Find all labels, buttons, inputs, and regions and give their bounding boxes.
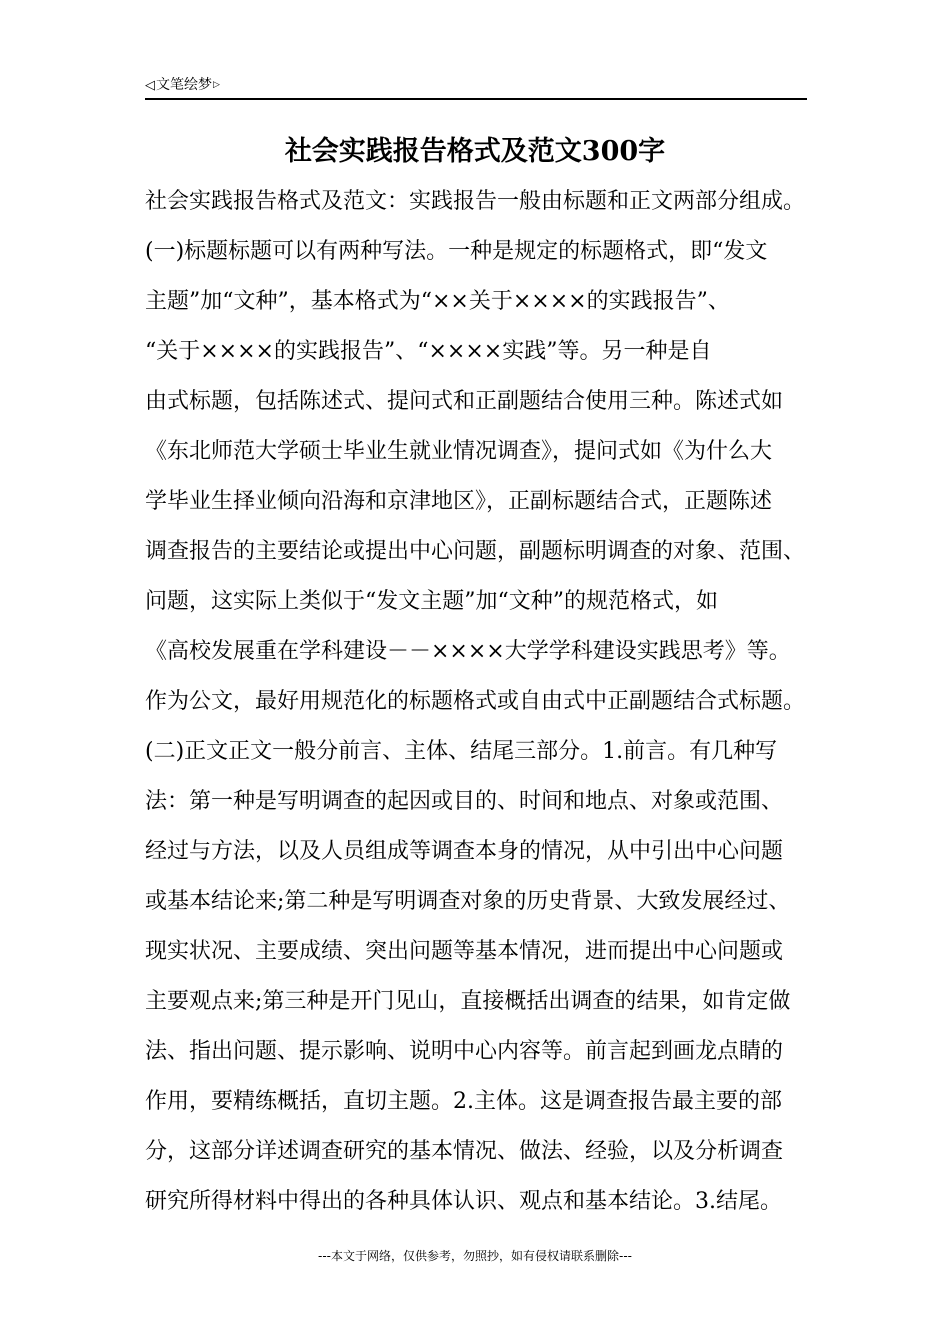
text-line: 《东北师范大学硕士毕业生就业情况调查》，提问式如《为什么大 xyxy=(145,439,773,464)
text-line: 研究所得材料中得出的各种具体认识、观点和基本结论。3.结尾。 xyxy=(145,1189,782,1214)
page-footer: ---本文于网络，仅供参考，勿照抄，如有侵权请联系删除--- xyxy=(318,1249,632,1263)
text-line: 现实状况、主要成绩、突出问题等基本情况，进而提出中心问题或 xyxy=(145,939,784,964)
text-line: 主要观点来;第三种是开门见山，直接概括出调查的结果，如肯定做 xyxy=(145,989,791,1014)
brand-logo xyxy=(145,76,220,95)
triangle-left-icon: ◁ xyxy=(145,78,155,93)
text-line: 作用，要精练概括，直切主题。2.主体。这是调查报告最主要的部 xyxy=(145,1089,782,1114)
text-line: 或基本结论来;第二种是写明调查对象的历史背景、大致发展经过、 xyxy=(145,889,791,914)
page-header xyxy=(145,74,807,100)
text-line: 作为公文，最好用规范化的标题格式或自由式中正副题结合式标题。 xyxy=(145,689,806,714)
document-title: 社会实践报告格式及范文300字 xyxy=(284,136,666,167)
text-line: 法、指出问题、提示影响、说明中心内容等。前言起到画龙点睛的 xyxy=(145,1039,784,1064)
document-body xyxy=(145,182,825,1232)
text-line: 经过与方法，以及人员组成等调查本身的情况，从中引出中心问题 xyxy=(145,839,784,864)
text-line: “关于××××的实践报告”、“××××实践”等。另一种是自 xyxy=(145,339,712,364)
text-line: 学毕业生择业倾向沿海和京津地区》，正副标题结合式，正题陈述 xyxy=(145,489,773,514)
text-line: 社会实践报告格式及范文：实践报告一般由标题和正文两部分组成。 xyxy=(145,189,806,214)
text-line: 调查报告的主要结论或提出中心问题，副题标明调查的对象、范围、 xyxy=(145,539,806,564)
text-line: 《高校发展重在学科建设－－××××大学学科建设实践思考》等。 xyxy=(145,639,791,664)
text-line: 由式标题，包括陈述式、提问式和正副题结合使用三种。陈述式如 xyxy=(145,389,784,414)
text-line: 法：第一种是写明调查的起因或目的、时间和地点、对象或范围、 xyxy=(145,789,784,814)
triangle-right-icon: ▷ xyxy=(213,80,220,90)
text-line: 分，这部分详述调查研究的基本情况、做法、经验，以及分析调查 xyxy=(145,1139,784,1164)
brand-name: 文笔绘梦 xyxy=(156,77,212,93)
text-line: 问题，这实际上类似于“发文主题”加“文种”的规范格式，如 xyxy=(145,589,718,614)
text-line: (一)标题标题可以有两种写法。一种是规定的标题格式，即“发文 xyxy=(145,239,768,264)
text-line: (二)正文正文一般分前言、主体、结尾三部分。1.前言。有几种写 xyxy=(145,739,778,764)
text-line: 主题”加“文种”，基本格式为“××关于××××的实践报告”、 xyxy=(145,289,730,314)
